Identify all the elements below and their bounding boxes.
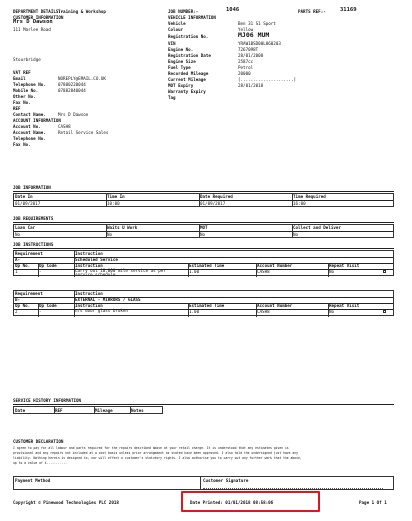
dept-label: DEPARTMENT DETAILS:- bbox=[13, 9, 64, 14]
account-field-value: CASH8 bbox=[58, 124, 71, 129]
op-column-header: Estimated Time bbox=[189, 262, 225, 268]
op-column-header: Op Code bbox=[39, 262, 57, 268]
op-column-header: Instruction bbox=[75, 262, 103, 268]
job-info-header: Date In bbox=[15, 193, 33, 199]
op-column-header: Repeat Visit bbox=[329, 302, 360, 308]
divider bbox=[14, 297, 393, 298]
vehicle-field-value: 2587cc bbox=[238, 59, 254, 64]
job-req-value: No bbox=[200, 231, 206, 237]
vehicle-field-label: Warranty Expiry bbox=[168, 89, 206, 94]
divider bbox=[14, 257, 393, 258]
signature-line bbox=[203, 488, 383, 489]
job-info-header: Time In bbox=[107, 193, 125, 199]
vehicle-field-label: Registration No. bbox=[168, 34, 209, 39]
op-column-header: Repeat Visit bbox=[329, 262, 360, 268]
customer-field-label: Telephone No. bbox=[13, 82, 46, 87]
customer-section-title: CUSTOMER INFORMATION bbox=[13, 15, 64, 20]
vehicle-section-title: VEHICLE INFORMATION bbox=[168, 15, 216, 20]
vehicle-field-label: MOT Expiry bbox=[168, 83, 194, 88]
customer-field-value: 07882840044 bbox=[58, 88, 86, 93]
job-info-value: 16:00 bbox=[293, 200, 306, 206]
customer-field-label: Contact Name. bbox=[13, 112, 46, 117]
declaration-line: up to a value of £........... bbox=[13, 461, 68, 465]
op-instruction-text: Carry out 10,000 mile service as per service schedule. bbox=[75, 267, 166, 277]
job-info-header: Time Required bbox=[293, 193, 326, 199]
customer-field-label: Other No. bbox=[13, 94, 36, 99]
divider bbox=[13, 404, 394, 405]
parts-ref-value: 31169 bbox=[340, 7, 357, 13]
customer-town: Stourbridge bbox=[13, 57, 41, 62]
service-history-header: Mileage bbox=[95, 407, 113, 413]
job-number-label: JOB NUMBER:- bbox=[168, 9, 199, 14]
job-info-value: 01/09/2017 bbox=[15, 200, 41, 206]
instruction-value: EXTERNAL - MIRRORS / GLASS bbox=[75, 296, 141, 302]
op-column-header: Account Number bbox=[257, 262, 293, 268]
vehicle-field-label: VIN bbox=[168, 41, 176, 46]
job-req-header: Waits U Work bbox=[107, 224, 138, 230]
customer-name: Mrs D Dawson bbox=[13, 19, 53, 25]
op-instruction-text: n/s door glass broken bbox=[75, 307, 128, 313]
job-req-value: No bbox=[293, 231, 299, 237]
service-history-title: SERVICE HISTORY INFORMATION bbox=[13, 398, 82, 403]
vehicle-field-label: Engine Size bbox=[168, 59, 196, 64]
parts-ref-label: PARTS REF:- bbox=[298, 9, 326, 14]
op-cell: CASH8 bbox=[257, 268, 270, 274]
requirement-label: Requirement bbox=[15, 250, 43, 256]
dept-value: Training & Workshop bbox=[58, 9, 106, 14]
op-cell: - bbox=[39, 268, 42, 274]
account-field-label: Telephone No. bbox=[13, 136, 46, 141]
op-cell: - bbox=[39, 308, 42, 314]
job-info-header: Date Required bbox=[200, 193, 233, 199]
page-number: Page 1 Of 1 bbox=[359, 500, 387, 505]
account-field-label: Account No. bbox=[13, 124, 41, 129]
customer-field-label: Fax No. bbox=[13, 100, 31, 105]
vehicle-field-label: Fuel Type bbox=[168, 65, 191, 70]
divider bbox=[14, 309, 393, 310]
vehicle-field-label: Registration Date bbox=[168, 53, 211, 58]
customer-signature-label: Customer Signature bbox=[203, 478, 249, 483]
vehicle-field-value: 28/01/2018 bbox=[238, 83, 264, 88]
op-column-header: Account Number bbox=[257, 302, 293, 308]
job-req-value: No bbox=[15, 231, 21, 237]
op-column-header: Instruction bbox=[75, 302, 103, 308]
date-printed: Date Printed: 01/01/2018 08:58:06 bbox=[190, 500, 274, 505]
op-cell: 1 bbox=[15, 268, 18, 274]
instruction-label: Instruction bbox=[75, 290, 103, 296]
account-field-value: Retail Service Sales bbox=[58, 130, 109, 135]
instruction-value: Scheduled Service bbox=[75, 256, 118, 262]
divider bbox=[13, 191, 394, 192]
requirement-value: A- bbox=[15, 256, 21, 262]
job-req-header: Loan Car bbox=[15, 224, 36, 230]
op-cell: No bbox=[329, 308, 335, 314]
registration-value: MJ06 MUM bbox=[238, 31, 270, 39]
job-req-header: Collect and Deliver bbox=[293, 224, 341, 230]
customer-field-value: NOREPLY@EMAIL.CO.UK bbox=[58, 76, 106, 81]
customer-address: 111 Marlee Road bbox=[13, 27, 51, 32]
job-req-header: MOT bbox=[200, 224, 208, 230]
divider bbox=[13, 248, 394, 249]
declaration-line: I agree to pay for all labour and parts required for the repairs described above at your retail charge. It is understood that any estimates given is bbox=[13, 446, 289, 450]
copyright: Copyright © Pinewood Technologies PLC 2018 bbox=[13, 500, 119, 505]
customer-field-label: Email bbox=[13, 76, 26, 81]
instruction-label: Instruction bbox=[75, 250, 103, 256]
op-cell: CASH8 bbox=[257, 308, 270, 314]
service-history-header: Notes bbox=[131, 407, 144, 413]
op-cell: No bbox=[329, 268, 335, 274]
repeat-visit-checkbox bbox=[383, 270, 386, 273]
job-req-value: No bbox=[107, 231, 113, 237]
op-column-header: Op Code bbox=[39, 302, 57, 308]
highlight-box bbox=[181, 491, 320, 512]
vehicle-field-value: Yellow bbox=[238, 27, 254, 32]
vehicle-field-value: Ben 31 S1 Sport bbox=[238, 21, 276, 26]
account-section-title: ACCOUNT INFORMATION bbox=[13, 118, 61, 123]
divider bbox=[13, 222, 394, 223]
vat-ref-label: VAT REF bbox=[13, 70, 31, 75]
declaration-line: liability. Nothing herein is designed to, nor will effect a customer's statutory rights. I also authorise you to carry out any further work that the above, bbox=[13, 456, 302, 460]
account-field-label: Account Name. bbox=[13, 130, 46, 135]
op-cell: 1.00 bbox=[189, 308, 200, 314]
customer-field-value: Mrs D Dawson bbox=[58, 112, 89, 117]
customer-field-value: 07880220044 bbox=[58, 82, 86, 87]
vehicle-field-label: Tag bbox=[168, 95, 176, 100]
customer-field-label: Mobile No. bbox=[13, 88, 39, 93]
service-history-header: Date bbox=[15, 407, 26, 413]
requirement-label: Requirement bbox=[15, 290, 43, 296]
divider bbox=[14, 269, 393, 270]
vehicle-field-value: 7267098T bbox=[238, 47, 259, 52]
vehicle-field-value: YRAW1BSD00L860203 bbox=[238, 41, 281, 46]
job-requirements-title: JOB REQUIREMENTS bbox=[13, 216, 54, 221]
declaration-line: provisional and any repairs not included at a cost basis unless prior arrangement as stated have been approved. I also hold the undersigned just have any bbox=[13, 451, 298, 455]
vehicle-field-value: 28/01/2008 bbox=[238, 53, 264, 58]
service-history-header: REF bbox=[55, 407, 63, 413]
job-info-value: 10:00 bbox=[107, 200, 120, 206]
declaration-title: CUSTOMER DECLARATION bbox=[13, 439, 64, 444]
job-information-title: JOB INFORMATION bbox=[13, 185, 51, 190]
repeat-visit-checkbox bbox=[383, 310, 386, 313]
job-number-value: 1046 bbox=[226, 7, 240, 13]
job-info-value: 01/09/2017 bbox=[200, 200, 226, 206]
vehicle-field-value: Petrol bbox=[238, 65, 254, 70]
requirement-value: B- bbox=[15, 296, 21, 302]
vehicle-field-value: [.....................] bbox=[238, 77, 296, 82]
op-column-header: Estimated Time bbox=[189, 302, 225, 308]
op-cell: 2 bbox=[15, 308, 18, 314]
vehicle-field-label: Engine No. bbox=[168, 47, 194, 52]
op-cell: 1.00 bbox=[189, 268, 200, 274]
payment-method-label: Payment Method bbox=[15, 478, 51, 483]
job-instructions-title: JOB INSTRUCTIONS bbox=[13, 242, 54, 247]
account-field-label: Fax No. bbox=[13, 142, 31, 147]
vehicle-field-value: 20000 bbox=[238, 71, 251, 76]
customer-field-label: REF bbox=[13, 106, 21, 111]
vehicle-field-label: Vehicle bbox=[168, 21, 186, 26]
op-column-header: Op No. bbox=[15, 262, 31, 268]
op-column-header: Op No. bbox=[15, 302, 31, 308]
vehicle-field-label: Colour bbox=[168, 27, 184, 32]
divider bbox=[200, 477, 201, 489]
vehicle-field-label: Current Mileage bbox=[168, 77, 206, 82]
vehicle-field-label: Recorded Mileage bbox=[168, 71, 209, 76]
